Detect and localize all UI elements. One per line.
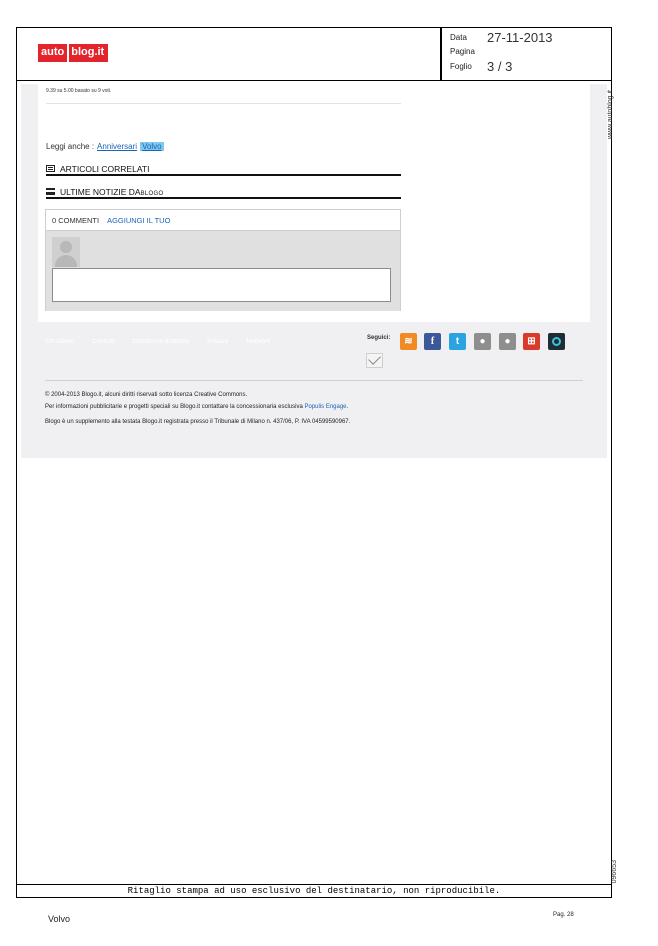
divider — [46, 103, 401, 104]
menu-icon — [46, 188, 55, 195]
comment-form — [46, 230, 400, 311]
latest-news-title: ULTIME NOTIZIE DABLOGO — [60, 187, 164, 197]
mail-icon[interactable] — [366, 353, 383, 368]
bottom-divider — [16, 884, 612, 885]
twitter-icon[interactable]: t — [449, 333, 466, 350]
apple-icon[interactable]: ● — [499, 333, 516, 350]
copyright-line: © 2004-2013 Blogo.it, alcuni diritti riservati sotto licenza Creative Commons. — [45, 392, 248, 398]
app-icon[interactable] — [548, 333, 565, 350]
rating-line: 9.39 su 5.00 basato su 9 voti. — [46, 88, 112, 94]
follow-label: Seguici: — [367, 335, 391, 341]
rss-icon[interactable]: ≋ — [400, 333, 417, 350]
list-icon — [46, 165, 55, 172]
facebook-icon[interactable]: f — [424, 333, 441, 350]
page-number: Pag. 28 — [553, 912, 574, 918]
related-articles-header — [46, 164, 401, 176]
read-also-label: Leggi anche : — [46, 142, 95, 151]
side-url: www.autoblog.it — [607, 90, 614, 140]
logo-part-auto: auto — [38, 44, 69, 62]
autoblog-logo — [38, 44, 108, 62]
date-label: Data — [450, 33, 467, 42]
latest-news-header — [46, 187, 401, 199]
apple-icon[interactable]: ● — [474, 333, 491, 350]
comments-count: 0 COMMENTI — [52, 216, 100, 225]
read-also — [46, 142, 164, 151]
footer-link-condizioni[interactable]: Condizioni d'utilizzo — [132, 338, 190, 345]
ads-line: Per informazioni pubblicitarie e progetti speciali su Blogo.it contattare la concessionaria esclusiva Populis Engage. — [45, 404, 349, 410]
footer-divider — [45, 380, 583, 381]
bottom-keyword: Volvo — [48, 914, 71, 924]
footer-link-privacy[interactable]: Privacy — [207, 338, 229, 345]
footer-links — [45, 338, 270, 345]
comments-box — [45, 209, 401, 311]
blogo-brand: BLOGO — [140, 191, 164, 197]
side-code: 096653 — [611, 860, 618, 884]
add-comment-link[interactable]: AGGIUNGI IL TUO — [107, 216, 171, 225]
sheet-value: 3 / 3 — [487, 59, 513, 74]
logo-part-blog: blog.it — [69, 44, 108, 62]
windows-icon[interactable]: ⊞ — [523, 333, 540, 350]
comments-header — [52, 216, 170, 225]
sheet-label: Foglio — [450, 62, 472, 71]
populis-link[interactable]: Populis Engage — [304, 404, 347, 410]
avatar — [52, 237, 80, 267]
legal-line: Blogo è un supplemento alla testata Blogo.it registrata presso il Tribunale di Milano n. 437/06, P. IVA 04599590967. — [45, 419, 351, 425]
tag-link-anniversari[interactable]: Anniversari — [97, 142, 138, 151]
footer-link-contatti[interactable]: Contatti — [91, 338, 115, 345]
footer-link-chi-siamo[interactable]: Chi siamo — [45, 338, 74, 345]
tag-link-volvo[interactable]: Volvo — [142, 142, 162, 151]
disclaimer: Ritaglio stampa ad uso esclusivo del destinatario, non riproducibile. — [127, 886, 501, 896]
page-label: Pagina — [450, 47, 475, 56]
date-value: 27-11-2013 — [487, 30, 553, 45]
related-articles-title: ARTICOLI CORRELATI — [60, 164, 150, 174]
footer-link-network[interactable]: Network — [246, 338, 271, 345]
comment-input[interactable] — [52, 268, 391, 302]
